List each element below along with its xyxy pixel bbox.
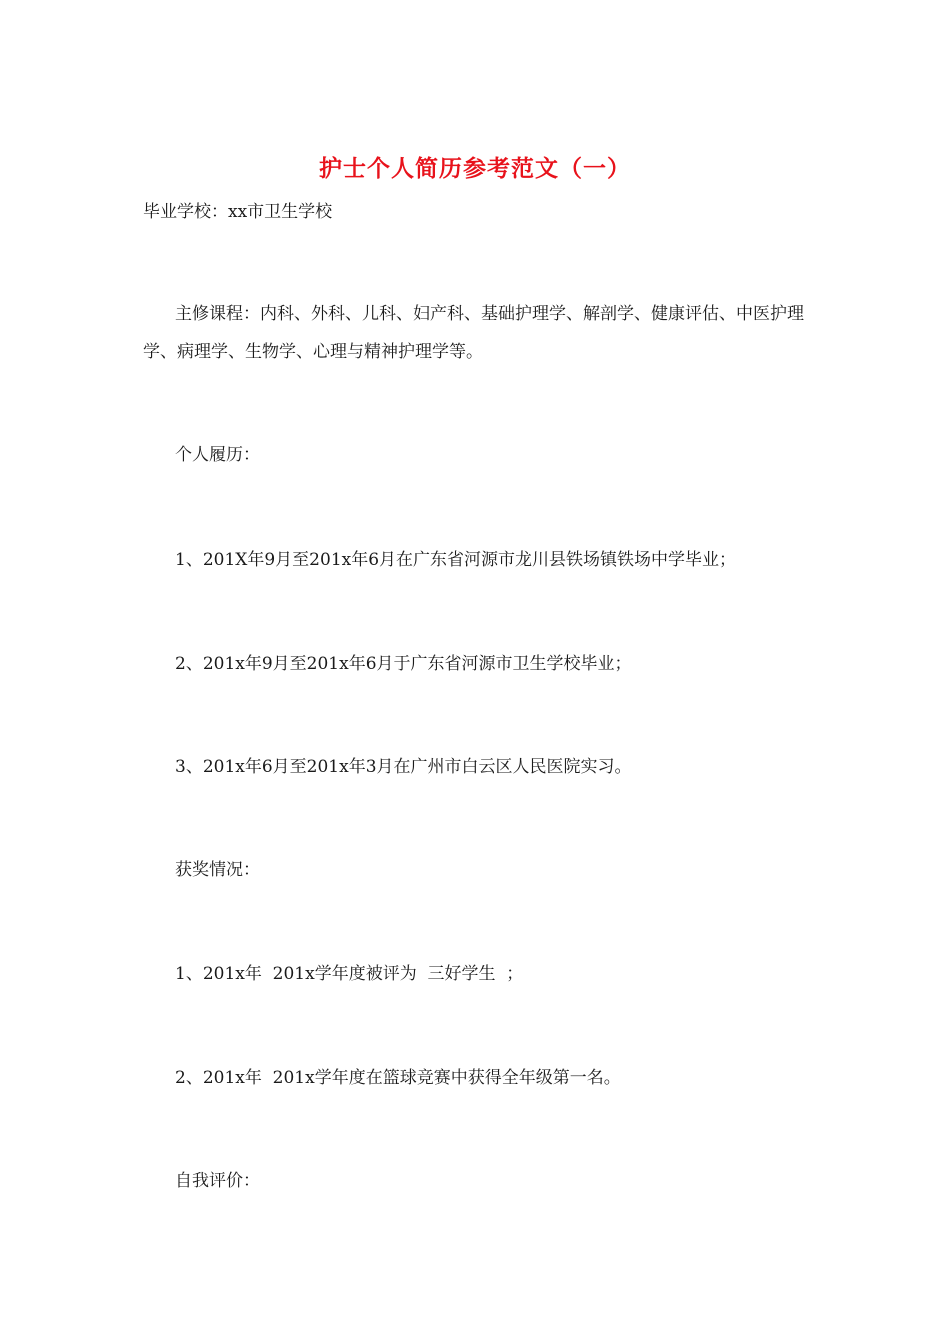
courses-paragraph: 主修课程：内科、外科、儿科、妇产科、基础护理学、解剖学、健康评估、中医护理学、病理学、生物学、心理与精神护理学等。 [143, 304, 804, 362]
resume-item-1: 1、201X年9月至201x年6月在广东省河源市龙川县铁场镇铁场中学毕业； [175, 550, 737, 570]
awards-item-2: 2、201x年 201x学年度在篮球竞赛中获得全年级第一名。 [175, 1068, 621, 1088]
self-evaluation-heading: 自我评价： [175, 1171, 260, 1191]
awards-item-1: 1、201x年 201x学年度被评为 三好学生 ； [175, 964, 524, 984]
awards-heading: 获奖情况： [175, 860, 260, 880]
resume-item-2: 2、201x年9月至201x年6月于广东省河源市卫生学校毕业； [175, 654, 632, 674]
school-line: 毕业学校：xx市卫生学校 [143, 202, 333, 222]
resume-item-3: 3、201x年6月至201x年3月在广州市白云区人民医院实习。 [175, 757, 632, 777]
resume-heading: 个人履历： [175, 445, 260, 465]
document-title: 护士个人简历参考范文（一） [319, 155, 631, 182]
